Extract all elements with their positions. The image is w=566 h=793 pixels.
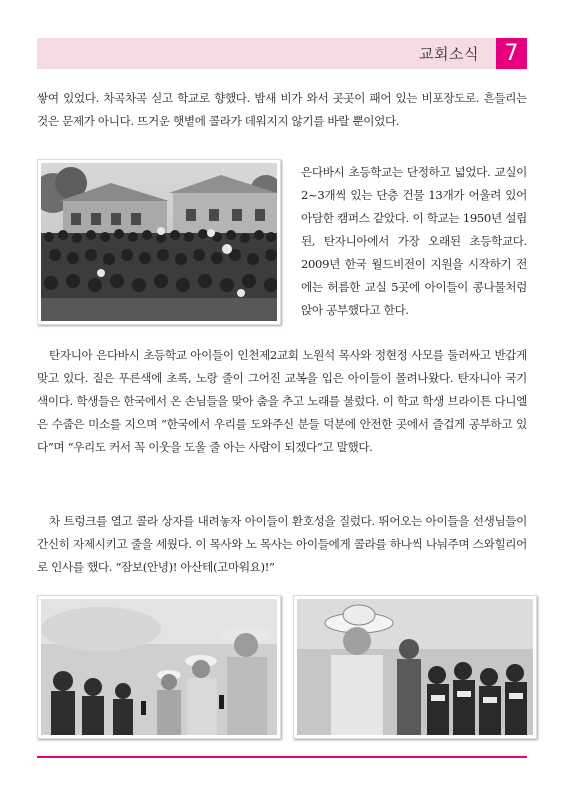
- page-number: 7: [496, 38, 527, 69]
- paragraph-intro: 쌓여 있었다. 차곡차곡 싣고 학교로 향했다. 밤새 비가 와서 곳곳이 패어 있는 비포장도로. 흔들리는 것은 문제가 아니다. 뜨거운 햇볕에 콜라가 데워지지 않기를 바랄 뿐이었다.: [37, 91, 527, 128]
- cola-distribution-image: [41, 599, 277, 735]
- paragraph-cola-distribution: 차 트렁크를 열고 콜라 상자를 내려놓자 아이들이 환호성을 질렀다. 뛰어오는 아이들을 선생님들이 간신히 자제시키고 줄을 세웠다. 이 목사와 노 목사는 아이들에게 콜라를 하나씩 나눠주며 스와힐리어로 인사를 했다. “잠보(안녕)! 아산테(고마워요)!”: [37, 514, 527, 574]
- greeting-children-photo: [293, 595, 537, 739]
- paragraph-school-description: 은다바시 초등학교는 단정하고 넓었다. 교실이 2~3개씩 있는 단층 건물 13개가 어울려 있어 아담한 캠퍼스 같았다. 이 학교는 1950년 설립된, 탄자니아에서 가장 오래된 초등학교다. 2009년 한국 월드비전이 지원을 시작하기 전에는 허름한 교실 5곳에 아이들이 콩나물처럼 앉아 공부했다고 한다.: [301, 165, 527, 317]
- footer-divider: [37, 756, 527, 758]
- school-crowd-image: [41, 163, 277, 321]
- section-header: [37, 38, 527, 69]
- greeting-children-image: [297, 599, 533, 735]
- section-title: 교회소식: [419, 45, 479, 63]
- cola-distribution-photo: [37, 595, 281, 739]
- school-crowd-photo: [37, 159, 281, 325]
- paragraph-welcome: 탄자니아 은다바시 초등학교 아이들이 인천제2교회 노원석 목사와 정현정 사모를 둘러싸고 반갑게 맞고 있다. 짙은 푸른색에 초록, 노랑 줄이 그어진 교복을 입은 아이들이 몰려나왔다. 탄자니아 국기 색이다. 학생들은 한국에서 온 손님들을 맞아 춤을 추고 노래를 불렀다. 이 학교 학생 브라이튼 다니엘은 수줍은 미소를 지으며 “한국에서 우리를 도와주신 분들 덕분에 안전한 곳에서 즐겁게 공부하고 있다”며 “우리도 커서 꼭 이웃을 도울 줄 아는 사람이 되겠다”고 말했다.: [37, 348, 527, 454]
